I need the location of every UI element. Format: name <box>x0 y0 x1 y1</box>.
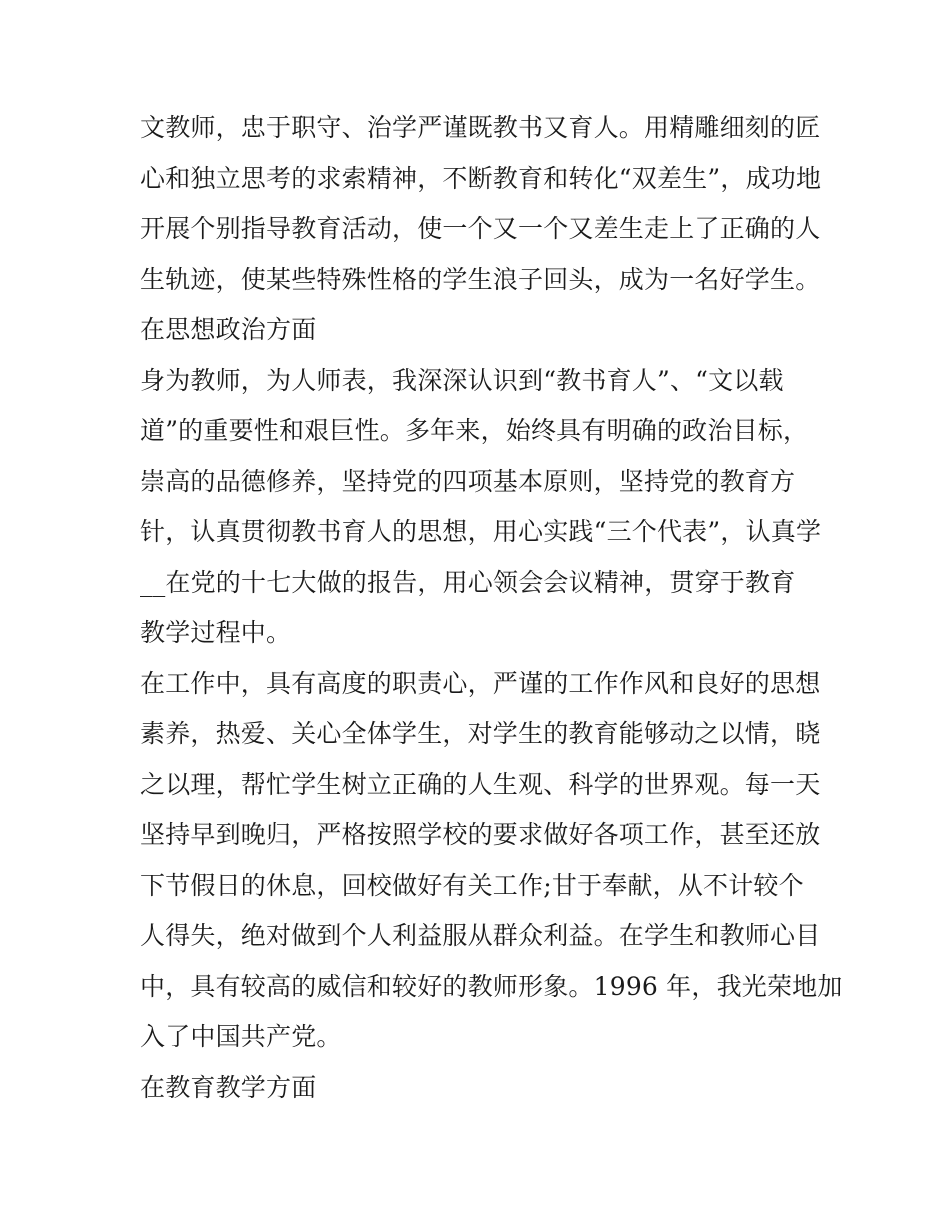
text-line: 生轨迹，使某些特殊性格的学生浪子回头，成为一名好学生。 <box>140 264 821 294</box>
text-line: 人得失，绝对做到个人利益服从群众利益。在学生和教师心目 <box>140 921 821 950</box>
text-line: 坚持早到晚归，严格按照学校的要求做好各项工作，甚至还放 <box>140 820 821 849</box>
document-body <box>140 103 843 1113</box>
text-line: 身为教师，为人师表，我深深认识到“教书育人”、“文以载 <box>140 365 784 395</box>
text-line: 下节假日的休息，回校做好有关工作;甘于奉献，从不计较个 <box>140 870 804 900</box>
text-line: 入了中国共产党。 <box>140 1022 342 1051</box>
text-line: 在工作中，具有高度的职责心，严谨的工作作风和良好的思想 <box>140 668 821 698</box>
text-line: 崇高的品德修养，坚持党的四项基本原则，坚持党的教育方 <box>140 466 796 496</box>
text-line: 开展个别指导教育活动，使一个又一个又差生走上了正确的人 <box>140 214 821 243</box>
text-line: 针，认真贯彻教书育人的思想，用心实践“三个代表”，认真学 <box>140 517 822 546</box>
text-line: 文教师，忠于职守、治学严谨既教书又育人。用精雕细刻的匠 <box>140 113 821 142</box>
text-line: 中，具有较高的威信和较好的教师形象。1996 年，我光荣地加 <box>140 971 843 1001</box>
text-line: 之以理，帮忙学生树立正确的人生观、科学的世界观。每一天 <box>140 769 821 799</box>
text-line: 道”的重要性和艰巨性。多年来，始终具有明确的政治目标， <box>140 416 809 445</box>
section-heading: 在思想政治方面 <box>140 315 317 344</box>
text-line: __在党的十七大做的报告，用心领会会议精神，贯穿于教育 <box>140 567 796 597</box>
section-heading: 在教育教学方面 <box>140 1072 317 1102</box>
text-line: 心和独立思考的求索精神，不断教育和转化“双差生”，成功地 <box>140 163 822 193</box>
text-line: 教学过程中。 <box>140 618 292 647</box>
text-line: 素养，热爱、关心全体学生，对学生的教育能够动之以情，晓 <box>140 719 821 748</box>
